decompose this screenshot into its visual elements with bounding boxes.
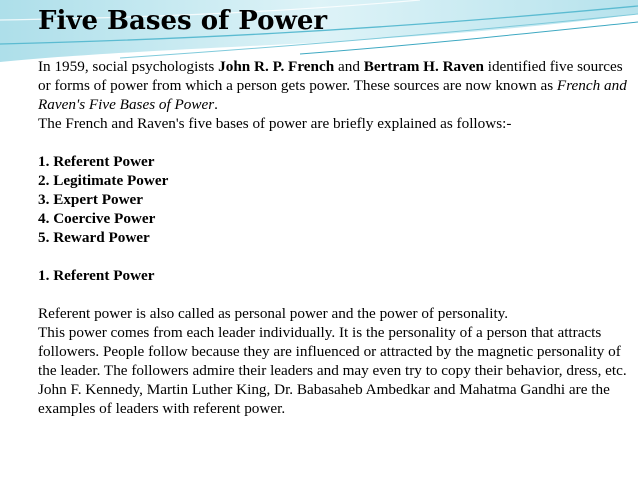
slide-title: Five Bases of Power bbox=[38, 6, 328, 36]
list-item: 5. Reward Power bbox=[38, 229, 150, 246]
intro-paragraph bbox=[38, 57, 630, 114]
spacer bbox=[38, 133, 630, 152]
slide-body bbox=[38, 57, 630, 418]
spacer bbox=[38, 247, 630, 266]
explain-line: The French and Raven's five bases of power are briefly explained as follows:- bbox=[38, 115, 512, 132]
referent-paragraph-2: This power comes from each leader individually. It is the personality of a person that attracts followers. People follow because they are influenced or attracted by the magnetic personality of the leader. The followers admire their leaders and may even try to copy their behavior, dress, etc. John F. Kennedy, Martin Luther King, Dr. Babasaheb Ambedkar and Mahatma Gandhi are the examples of leaders with referent power. bbox=[38, 324, 627, 417]
list-item: 3. Expert Power bbox=[38, 191, 144, 208]
intro-text: and bbox=[334, 58, 364, 75]
intro-text: identified five sources or forms of power from which a person gets power. These sources are now known as bbox=[38, 58, 623, 94]
list-item: 2. Legitimate Power bbox=[38, 172, 169, 189]
author-name-french: John R. P. French bbox=[218, 58, 335, 75]
intro-text: In 1959, social psychologists bbox=[38, 58, 219, 75]
list-item: 4. Coercive Power bbox=[38, 210, 156, 227]
list-item: 1. Referent Power bbox=[38, 153, 155, 170]
intro-text: . bbox=[214, 96, 218, 113]
section-heading: 1. Referent Power bbox=[38, 267, 155, 284]
author-name-raven: Bertram H. Raven bbox=[363, 58, 484, 75]
model-name: French and Raven's Five Bases of Power bbox=[38, 77, 627, 113]
referent-paragraph-1: Referent power is also called as personal power and the power of personality. bbox=[38, 305, 509, 322]
spacer bbox=[38, 285, 630, 304]
